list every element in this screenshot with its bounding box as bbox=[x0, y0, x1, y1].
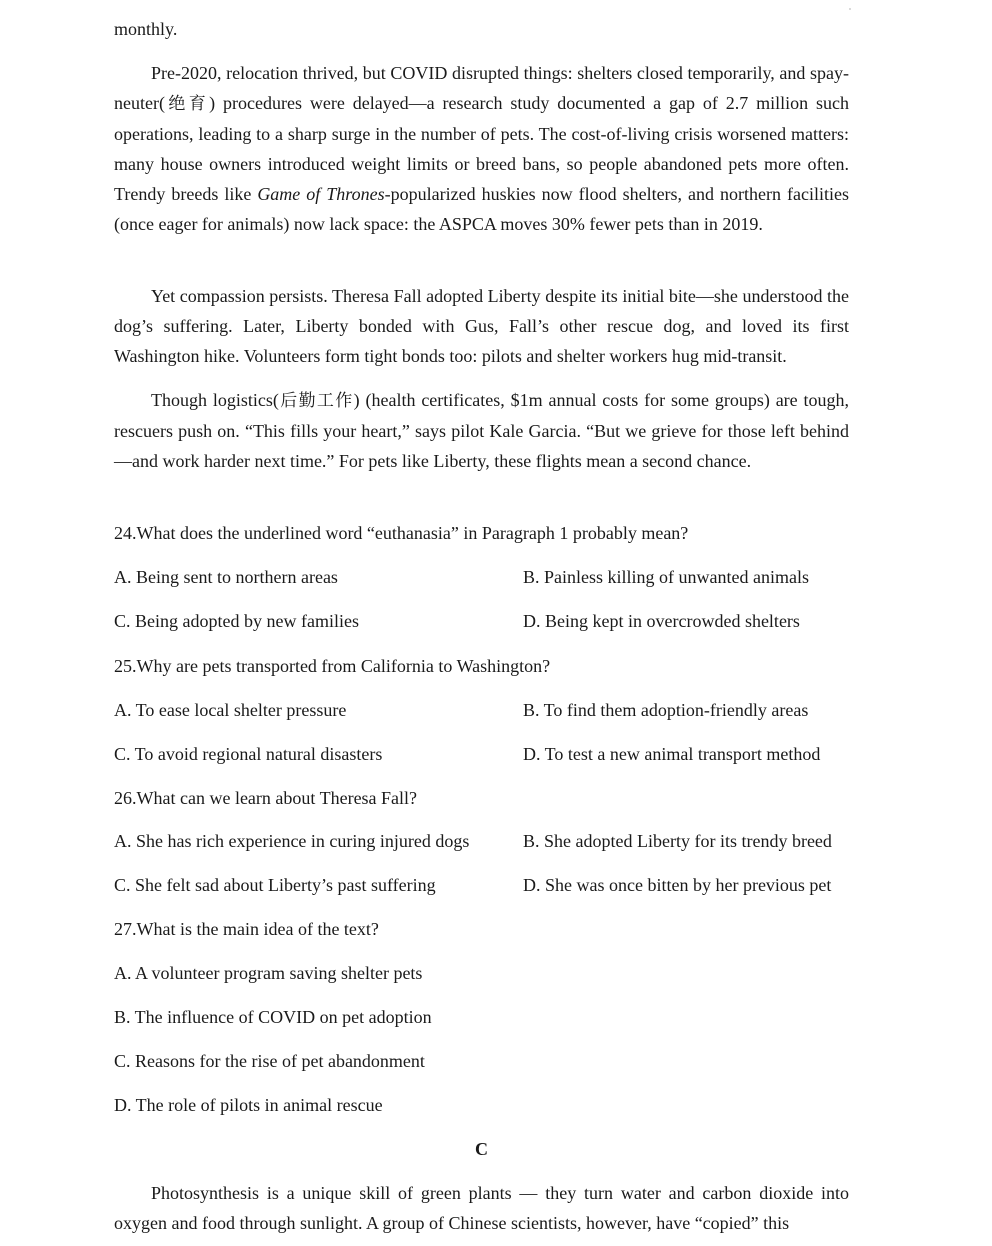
paragraph-4 bbox=[114, 385, 849, 476]
paragraph-1-end: monthly. bbox=[114, 19, 178, 39]
section-c-heading: C bbox=[475, 1139, 488, 1159]
paragraph-2-part-a: Pre-2020, relocation thrived, but COVID disrupted things: shelters closed temporarily, and spay-neuter( bbox=[114, 63, 849, 113]
paragraph-2-italic-title: Game of Thrones bbox=[257, 184, 385, 204]
question-26-option-a: A. She has rich experience in curing injured dogs bbox=[114, 831, 470, 851]
question-25-option-b: B. To find them adoption-friendly areas bbox=[523, 700, 809, 720]
question-27: 27.What is the main idea of the text? bbox=[114, 919, 379, 939]
question-25-option-a: A. To ease local shelter pressure bbox=[114, 700, 347, 720]
paragraph-2 bbox=[114, 58, 849, 239]
question-27-option-c: C. Reasons for the rise of pet abandonment bbox=[114, 1051, 425, 1071]
question-26-option-c: C. She felt sad about Liberty’s past suffering bbox=[114, 875, 436, 895]
paragraph-2-part-c: -popularized huskies now flood shelters, and northern facilities (once eager for animals) now lack space: the ASPCA moves 30% fewer pets than in 2019. bbox=[114, 184, 849, 234]
question-24-option-a: A. Being sent to northern areas bbox=[114, 567, 338, 587]
paragraph-2-part-b: ) procedures were delayed—a research study documented a gap of 2.7 million such operations, leading to a sharp surge in the number of pets. The cost-of-living crisis worsened matters: many house owners introduced weight limits or breed bans, so people abandoned pets more often. Trendy breeds like bbox=[114, 93, 849, 204]
question-24-option-b: B. Painless killing of unwanted animals bbox=[523, 567, 809, 587]
paragraph-2-chinese-gloss: 绝育 bbox=[164, 94, 210, 114]
paragraph-4-part-a: Though logistics( bbox=[151, 390, 279, 410]
question-26: 26.What can we learn about Theresa Fall? bbox=[114, 788, 418, 808]
question-27-option-d: D. The role of pilots in animal rescue bbox=[114, 1095, 383, 1115]
paragraph-4-part-b: ) (health certificates, $1m annual costs for some groups) are tough, rescuers push on. “This fills your heart,” says pilot Kale Garcia. “But we grieve for those left behind—and work harder next time.” For pets like Liberty, these flights mean a second chance. bbox=[114, 390, 850, 471]
question-26-option-d: D. She was once bitten by her previous pet bbox=[523, 875, 832, 895]
paragraph-4-chinese-gloss: 后勤工作 bbox=[278, 391, 354, 411]
question-25-option-d: D. To test a new animal transport method bbox=[523, 744, 821, 764]
question-26-option-b: B. She adopted Liberty for its trendy breed bbox=[523, 831, 832, 851]
question-27-option-a: A. A volunteer program saving shelter pets bbox=[114, 963, 423, 983]
section-c-paragraph-1: Photosynthesis is a unique skill of green plants — they turn water and carbon dioxide into oxygen and food through sunlight. A group of Chinese scientists, however, have “copied” this bbox=[114, 1183, 849, 1233]
question-27-option-b: B. The influence of COVID on pet adoption bbox=[114, 1007, 432, 1027]
question-24: 24.What does the underlined word “euthanasia” in Paragraph 1 probably mean? bbox=[114, 523, 689, 543]
question-24-option-c: C. Being adopted by new families bbox=[114, 611, 359, 631]
question-25-option-c: C. To avoid regional natural disasters bbox=[114, 744, 383, 764]
paragraph-3: Yet compassion persists. Theresa Fall adopted Liberty despite its initial bite—she understood the dog’s suffering. Later, Liberty bonded with Gus, Fall’s other rescue dog, and loved its first Washington hike. Volunteers form tight bonds too: pilots and shelter workers hug mid-transit. bbox=[114, 286, 849, 366]
scan-speck bbox=[849, 8, 851, 10]
question-24-option-d: D. Being kept in overcrowded shelters bbox=[523, 611, 800, 631]
question-25: 25.Why are pets transported from California to Washington? bbox=[114, 656, 551, 676]
